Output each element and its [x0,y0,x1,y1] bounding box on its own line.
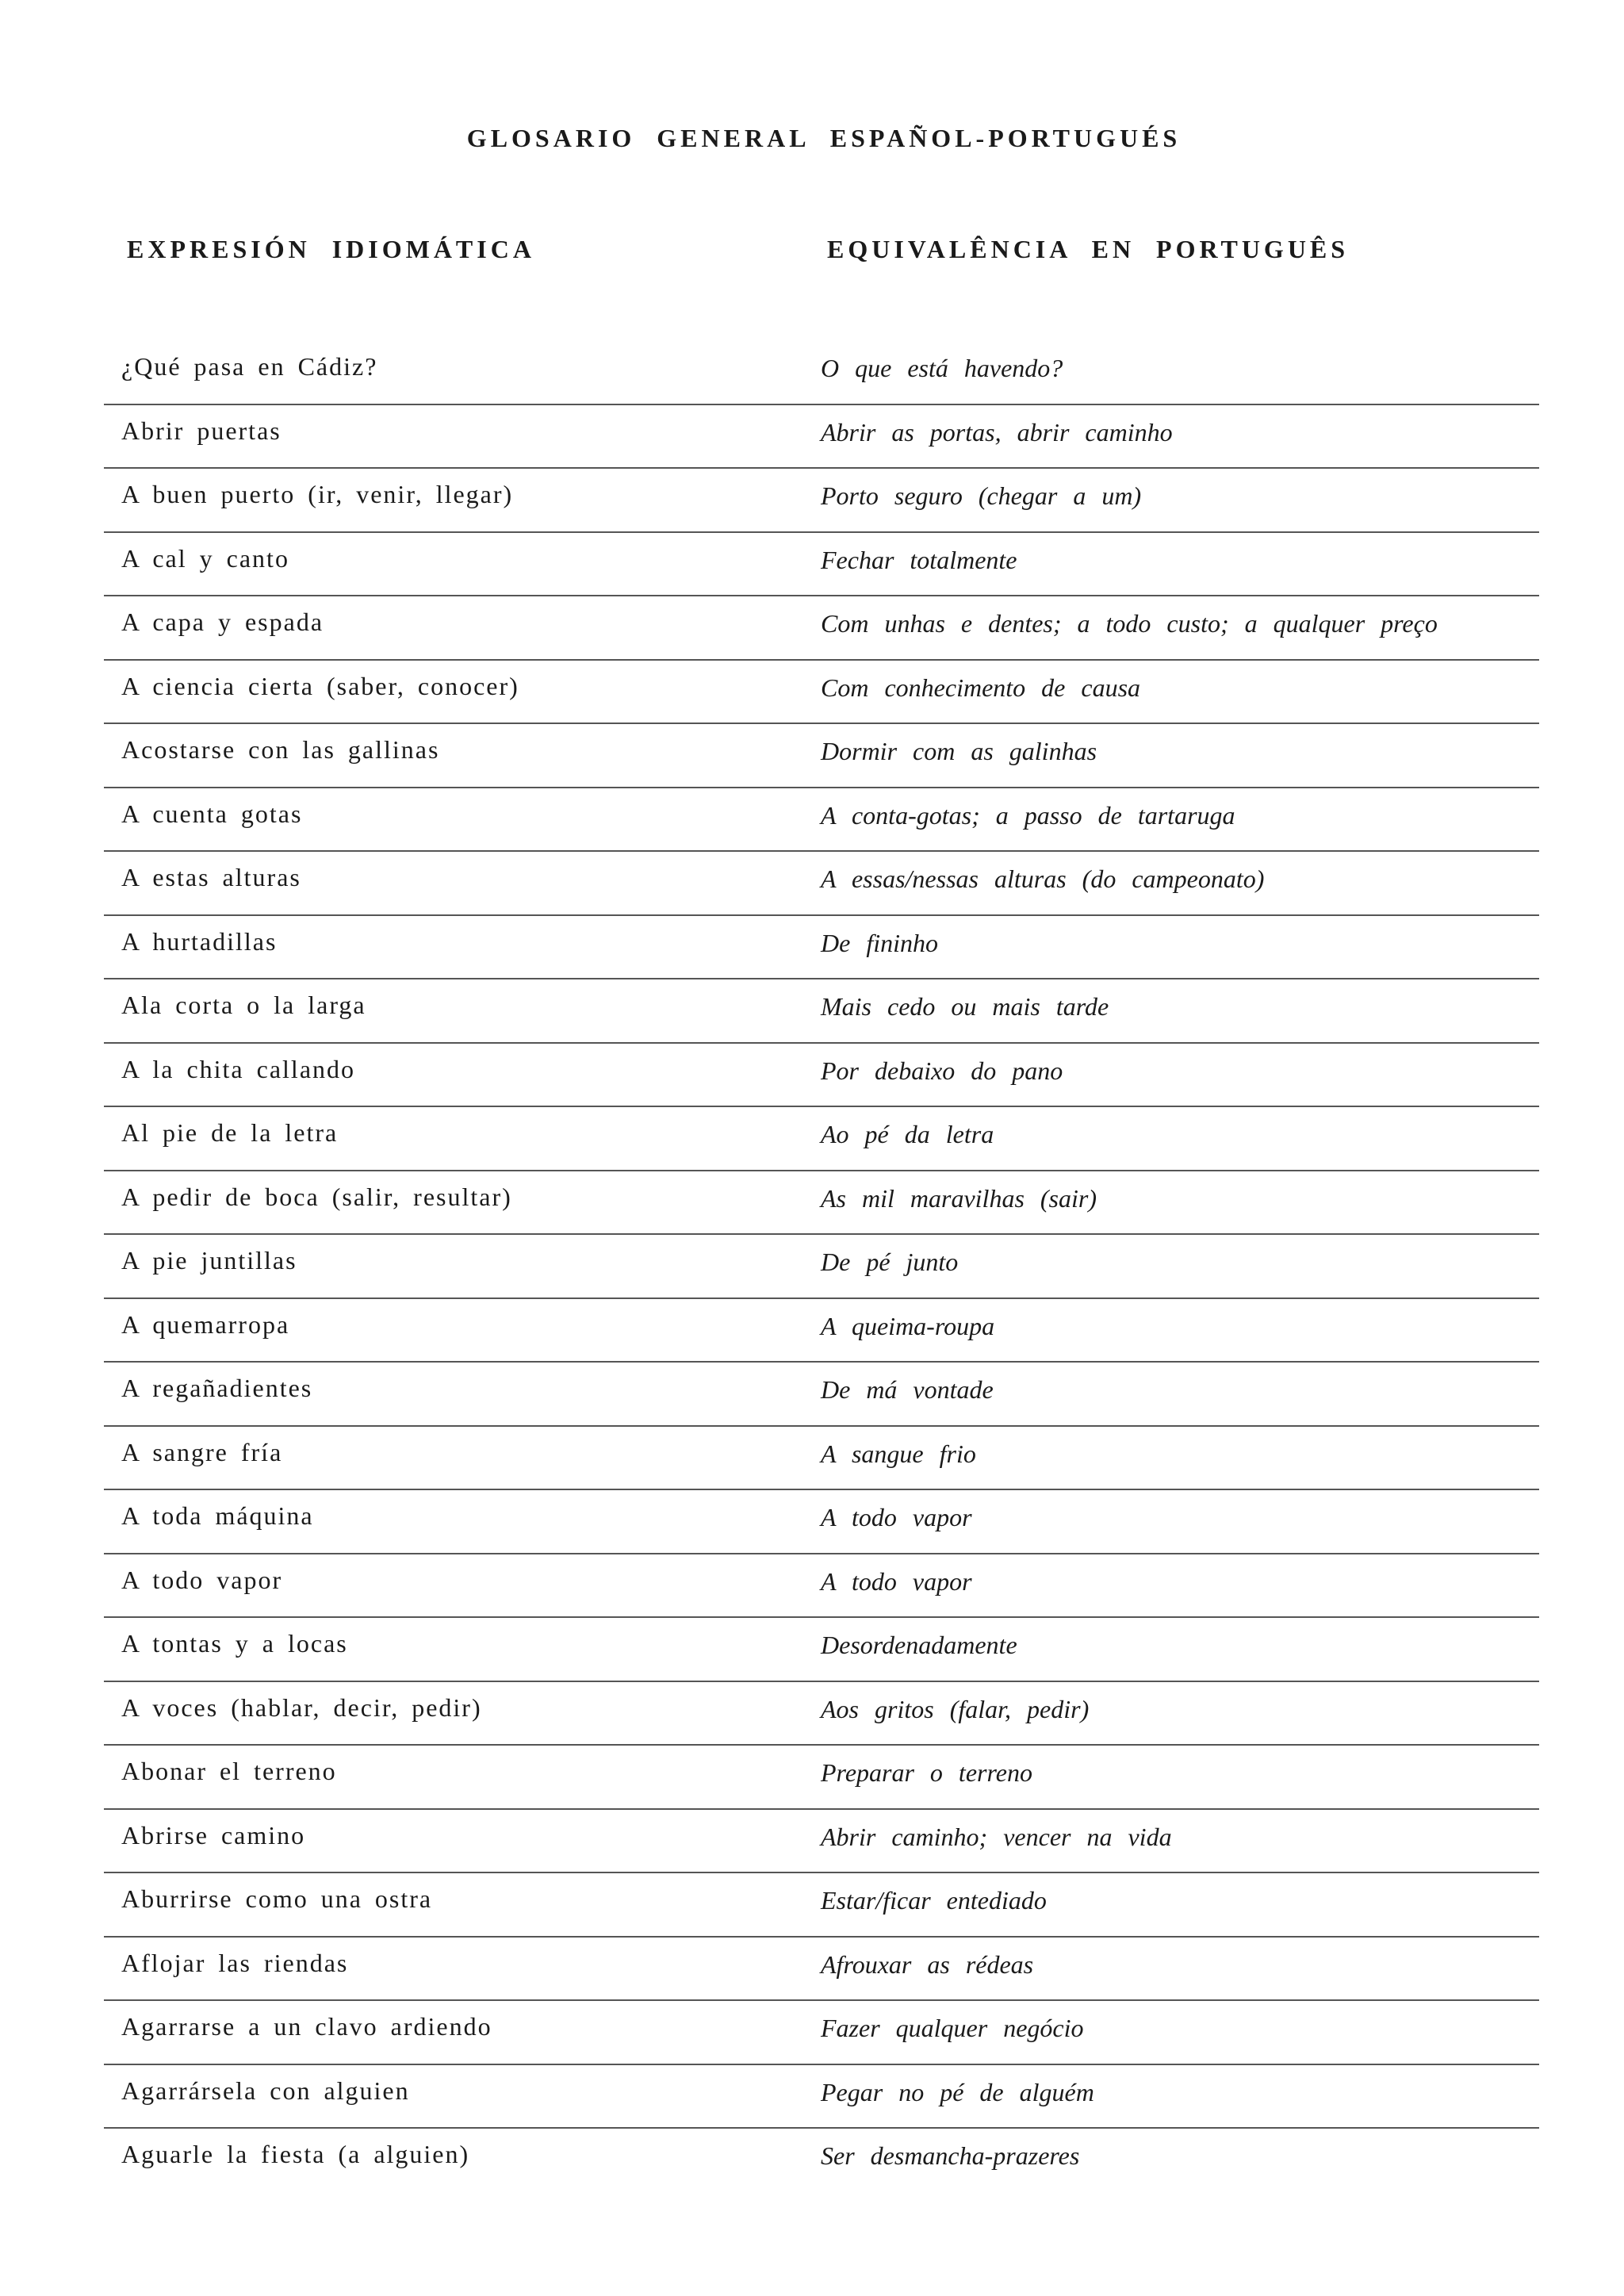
glossary-row [104,2065,1539,2129]
spanish-expression: A pie juntillas [121,1246,297,1274]
glossary-row [104,2129,1539,2193]
glossary-row [104,1938,1539,2002]
glossary-row [104,661,1539,725]
spanish-expression: A capa y espada [121,608,324,636]
glossary-row [104,1873,1539,1938]
spanish-expression: A tontas y a locas [121,1629,348,1658]
portuguese-equivalent: Aos gritos (falar, pedir) [821,1694,1090,1723]
glossary-row [104,1044,1539,1108]
glossary-row [104,979,1539,1044]
portuguese-equivalent: Com unhas e dentes; a todo custo; a qualquer preço [821,609,1438,638]
glossary-row [104,724,1539,788]
portuguese-equivalent: Desordenadamente [821,1631,1017,1659]
spanish-expression: A ciencia cierta (saber, conocer) [121,671,519,700]
spanish-expression: A voces (hablar, decir, pedir) [121,1692,482,1722]
spanish-expression: ¿Qué pasa en Cádiz? [121,352,378,381]
portuguese-equivalent: Porto seguro (chegar a um) [821,481,1142,510]
glossary-row [104,469,1539,533]
glossary-row [104,1363,1539,1427]
portuguese-equivalent: A queima-roupa [821,1311,995,1340]
glossary-row [104,788,1539,853]
portuguese-equivalent: Preparar o terreno [821,1758,1032,1787]
column-header-equivalence: EQUIVALÊNCIA EN PORTUGUÊS [827,235,1350,263]
glossary-row [104,1746,1539,1810]
spanish-expression: A todo vapor [121,1565,283,1594]
spanish-expression: A buen puerto (ir, venir, llegar) [121,480,514,508]
glossary-row [104,596,1539,661]
portuguese-equivalent: Pegar no pé de alguém [821,2077,1094,2106]
glossary-row [104,1427,1539,1491]
glossary-row [104,533,1539,597]
portuguese-equivalent: Com conhecimento de causa [821,673,1141,702]
portuguese-equivalent: De má vontade [821,1375,994,1404]
spanish-expression: Aguarle la fiesta (a alguien) [121,2140,470,2168]
page-title: GLOSARIO GENERAL ESPAÑOL-PORTUGUÉS [466,124,1182,152]
portuguese-equivalent: Mais cedo ou mais tarde [821,992,1109,1021]
glossary-row [104,341,1539,405]
glossary-row [104,916,1539,980]
glossary-row [104,1107,1539,1171]
glossary-row [104,1490,1539,1554]
spanish-expression: Abrirse camino [121,1820,306,1849]
spanish-expression: A la chita callando [121,1054,356,1083]
glossary-row [104,1810,1539,1874]
spanish-expression: A pedir de boca (salir, resultar) [121,1182,512,1211]
portuguese-equivalent: De fininho [821,928,938,957]
glossary-row [104,1171,1539,1236]
portuguese-equivalent: Estar/ficar entediado [821,1886,1047,1915]
portuguese-equivalent: A essas/nessas alturas (do campeonato) [821,864,1265,893]
spanish-expression: Aflojar las riendas [121,1948,349,1977]
portuguese-equivalent: O que está havendo? [821,354,1063,382]
portuguese-equivalent: Abrir as portas, abrir caminho [821,417,1173,447]
spanish-expression: A sangre fría [121,1437,283,1466]
spanish-expression: Abonar el terreno [121,1757,337,1785]
glossary-row [104,405,1539,470]
spanish-expression: A estas alturas [121,863,301,891]
portuguese-equivalent: Por debaixo do pano [821,1056,1063,1085]
portuguese-equivalent: As mil maravilhas (sair) [821,1183,1097,1213]
portuguese-equivalent: Fazer qualquer negócio [821,2014,1084,2042]
glossary-row [104,1235,1539,1299]
spanish-expression: A hurtadillas [121,926,278,956]
portuguese-equivalent: A todo vapor [821,1566,972,1596]
spanish-expression: A cal y canto [121,543,289,573]
glossary-row [104,1618,1539,1682]
spanish-expression: Agarrarse a un clavo ardiendo [121,2012,492,2041]
glossary-row [104,1682,1539,1746]
portuguese-equivalent: Ao pé da letra [821,1120,994,1148]
glossary-row [104,852,1539,916]
glossary-table [104,341,1539,2193]
portuguese-equivalent: Dormir com as galinhas [821,737,1097,765]
portuguese-equivalent: Ser desmancha-prazeres [821,2141,1080,2170]
portuguese-equivalent: Abrir caminho; vencer na vida [821,1822,1172,1851]
spanish-expression: Acostarse con las gallinas [121,735,440,764]
portuguese-equivalent: A todo vapor [821,1503,972,1531]
portuguese-equivalent: Fechar totalmente [821,545,1017,574]
spanish-expression: Ala corta o la larga [121,991,366,1019]
portuguese-equivalent: Afrouxar as rédeas [821,1949,1034,1979]
glossary-row [104,1299,1539,1363]
portuguese-equivalent: A conta-gotas; a passo de tartaruga [821,800,1235,830]
spanish-expression: A quemarropa [121,1309,290,1339]
spanish-expression: A cuenta gotas [121,799,303,828]
column-header-expression: EXPRESIÓN IDIOMÁTICA [127,235,535,263]
glossary-row [104,2001,1539,2065]
spanish-expression: A regañadientes [121,1374,313,1402]
spanish-expression: Abrir puertas [121,416,282,445]
portuguese-equivalent: De pé junto [821,1248,959,1276]
spanish-expression: Al pie de la letra [121,1118,339,1147]
spanish-expression: Agarrársela con alguien [121,2076,410,2105]
spanish-expression: Aburrirse como una ostra [121,1884,433,1913]
portuguese-equivalent: A sangue frio [821,1439,976,1468]
spanish-expression: A toda máquina [121,1501,314,1530]
glossary-row [104,1554,1539,1619]
